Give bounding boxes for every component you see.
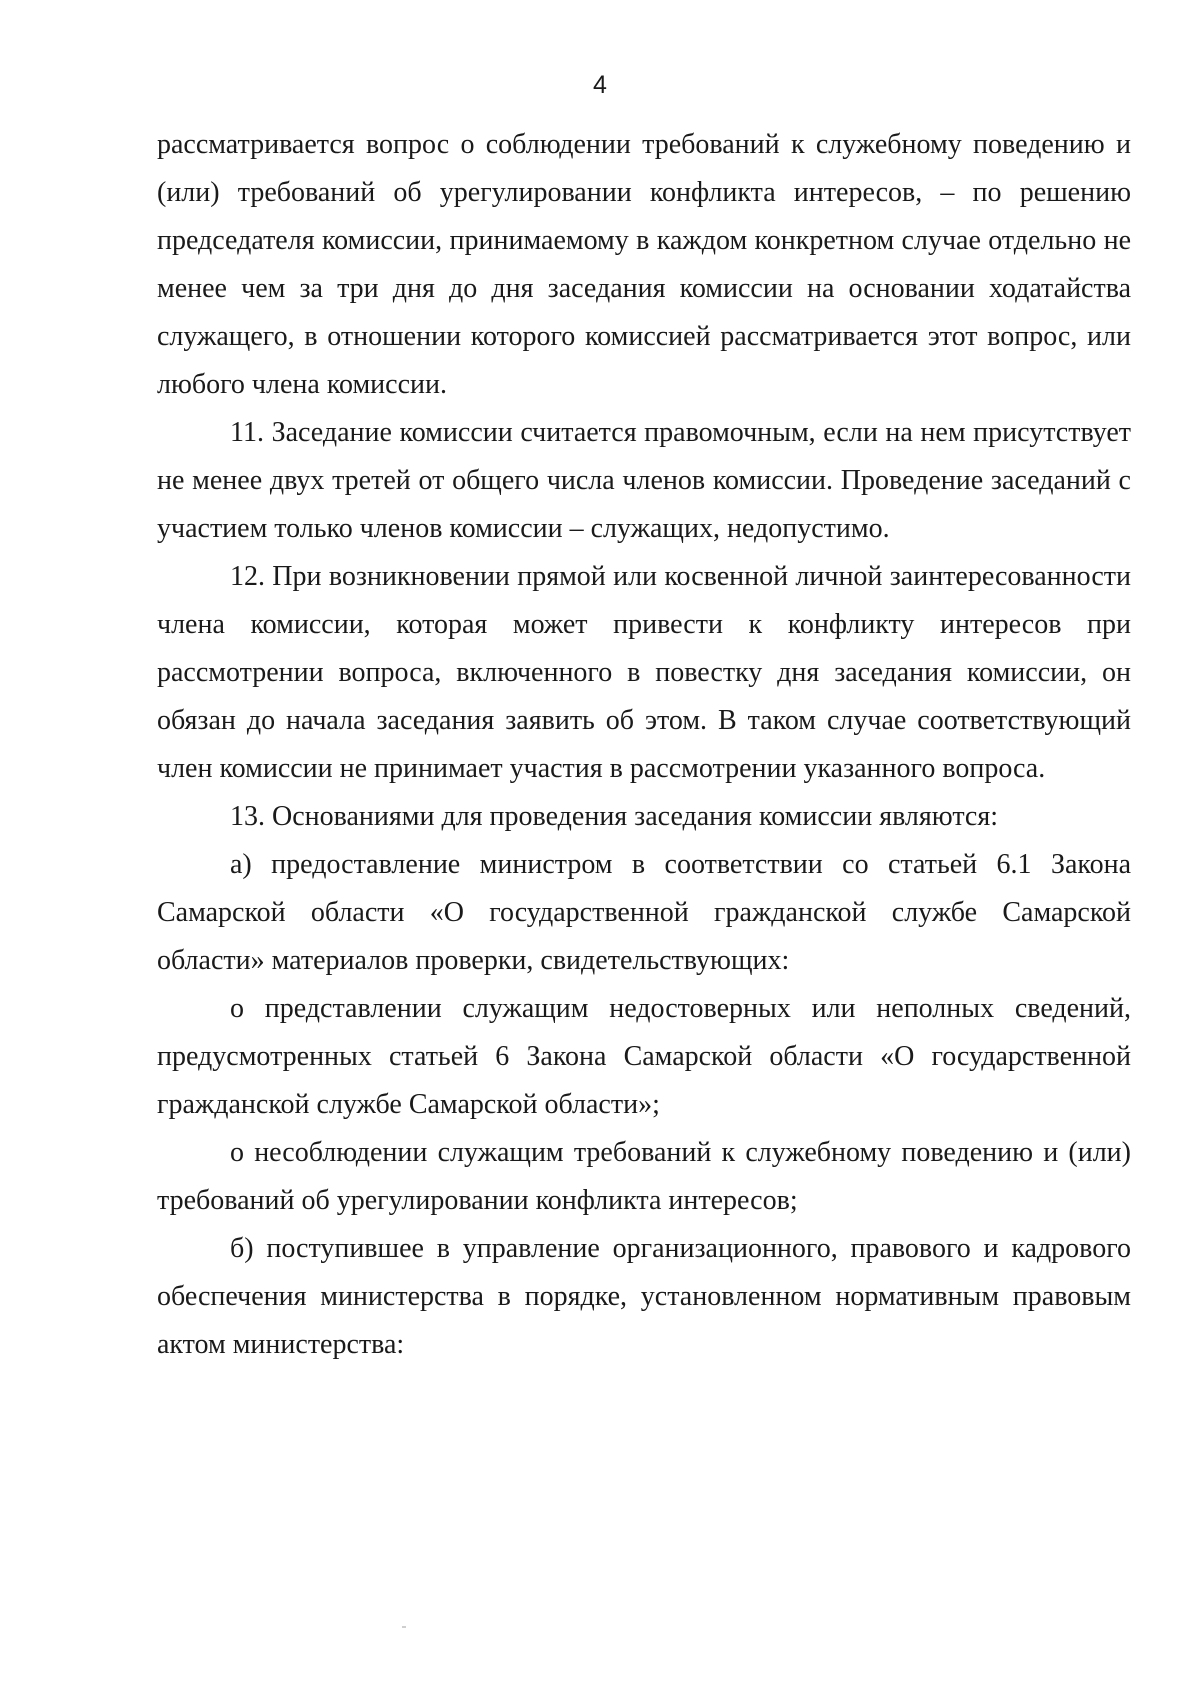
paragraph-11: 11. Заседание комиссии считается правомочным, если на нем присутствует не менее двух третей от общего числа членов комиссии. Проведение заседаний с участием только членов комиссии – служащих, недопустимо.: [157, 417, 1131, 544]
paragraph-13: 13. Основаниями для проведения заседания комиссии являются:: [230, 801, 998, 832]
paragraph-continuation: рассматривается вопрос о соблюдении требований к служебному поведению и (или) требований об урегулировании конфликта интересов, – по решению председателя комиссии, принимаемому в каждом конкретном случае отдельно не менее чем за три дня до дня заседания комиссии на основании ходатайства служащего, в отношении которого комиссией рассматривается этот вопрос, или любого члена комиссии.: [157, 129, 1131, 400]
paragraph-13b: б) поступившее в управление организационного, правового и кадрового обеспечения министерства в порядке, установленном нормативным правовым актом министерства:: [157, 1233, 1131, 1360]
paragraph-13a-item-2: о несоблюдении служащим требований к служебному поведению и (или) требований об урегулировании конфликта интересов;: [157, 1137, 1131, 1216]
paragraph-12: 12. При возникновении прямой или косвенной личной заинтересованности члена комиссии, которая может привести к конфликту интересов при рассмотрении вопроса, включенного в повестку дня заседания комиссии, он обязан до начала заседания заявить об этом. В таком случае соответствующий член комиссии не принимает участия в рассмотрении указанного вопроса.: [157, 561, 1131, 784]
paragraph-13a-item-1: о представлении служащим недостоверных или неполных сведений, предусмотренных статьей 6 Закона Самарской области «О государственной гражданской службе Самарской области»;: [157, 993, 1131, 1120]
document-body: [157, 121, 1131, 1369]
page-number: 4: [593, 71, 607, 99]
paragraph-13a: а) предоставление министром в соответствии со статьей 6.1 Закона Самарской области «О государственной гражданской службе Самарской области» материалов проверки, свидетельствующих:: [157, 849, 1131, 976]
scan-artifact: [402, 1626, 406, 1628]
